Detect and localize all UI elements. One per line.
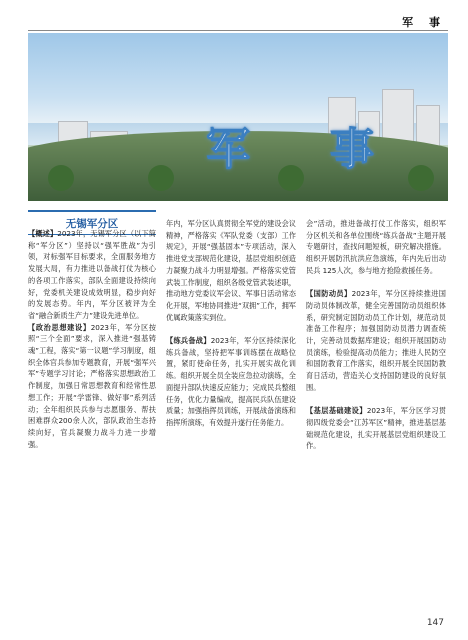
paragraph-heading: 【基层基础建设】 xyxy=(306,406,367,416)
paragraph-heading: 【练兵备战】 xyxy=(166,336,211,346)
paragraph-body: 2023年，无锡军分区（以下简称“军分区”）坚持以“强军胜战”为引领，对标强军目标要求，全面服务地方发展大局，有力推进以备战打仗为核心的各项工作落实，部队全面建设持续向好，党委机关建设成效明显，稳步向好的发展态势。年内，军分区被评为全省“融合新质生产力”建设先进单位。 xyxy=(28,229,156,320)
paragraph xyxy=(166,218,296,323)
text-column-2 xyxy=(166,218,296,429)
banner-tree xyxy=(408,165,434,191)
paragraph-heading: 【概述】 xyxy=(28,229,58,238)
paragraph-body: 2023年，军分区持续深化练兵备战，坚持把军事训练摆在战略位置，紧盯使命任务，扎实开展实战化训练。组织开展全员全装应急拉动演练，全面提升部队快速反应能力；完成民兵整组任务，优化力量编成，提高民兵队伍建设质量；加强指挥员训练，开展战备演练和指挥所演练，有效提升遂行任务能力。 xyxy=(166,336,296,427)
section-banner-photo xyxy=(28,33,448,201)
text-column-3 xyxy=(306,218,446,452)
paragraph-heading: 【政治思想建设】 xyxy=(28,322,91,332)
paragraph xyxy=(28,228,156,322)
paragraph-body: 2023年，军分区学习贯彻四级党委会“江苏军区”精神，推进基层基础规范化建设，扎实开展基层党组织建设工作。 xyxy=(306,406,446,451)
banner-tree xyxy=(48,165,74,191)
paragraph-body: 年内，军分区认真贯彻全军党的建设会议精神，严格落实《军队党委（支部）工作规定》，开展“强基固本”专项活动，深入推进党支部规范化建设，基层党组织创造力凝聚力战斗力明显增强。严格落实党管武装工作制度，组织各级党管武装述职，推动地方党委议军会议、军事日活动常态化开展，军地协同推进“双拥”工作，拥军优属政策落实到位。 xyxy=(166,219,296,322)
paragraph xyxy=(306,288,446,393)
paragraph-body: 2023年，军分区按照“三个全面”要求，深入推进“强基铸魂”工程，落实“第一议题”学习制度，组织全体官兵参加专题教育，开展“强军兴军”专题学习讨论；严格落实思想政治工作制度，加强日常思想教育和经常性思想工作；开展“学雷锋、做好事”系列活动；全年组织民兵参与志愿服务、帮扶困难群众200余人次，部队政治生态持续向好，官兵凝聚力战斗力进一步增强。 xyxy=(28,322,156,449)
running-header: 军 事 xyxy=(402,16,446,29)
paragraph xyxy=(306,405,446,452)
text-column-1 xyxy=(28,228,156,450)
banner-title: 军 事 xyxy=(206,124,392,175)
page-number: 147 xyxy=(426,618,444,628)
paragraph xyxy=(306,218,446,277)
section-title: 无锡军分区 xyxy=(65,218,119,230)
paragraph-body: 会”活动，推进备战打仗工作落实，组织军分区机关和各单位围绕“练兵备战”主题开展专题研讨，查找问题短板，研究解决措施。组织开展防汛抗洪应急演练，年内先后出动民兵 125人次，参与地方抢险救援任务。 xyxy=(306,219,446,275)
banner-tree xyxy=(148,165,174,191)
paragraph-body: 2023年，军分区持续推进国防动员体制改革，健全完善国防动员组织体系，研究制定国防动员工作计划，规范动员准备工作程序；加强国防动员潜力调查统计，完善动员数据库建设；组织开展国防动员演练，检验提高动员能力；推进人民防空和国防教育工作落实，组织开展全民国防教育日活动，营造关心支持国防建设的良好氛围。 xyxy=(306,289,446,392)
paragraph xyxy=(28,322,156,451)
paragraph xyxy=(166,335,296,429)
header-rule xyxy=(28,30,448,31)
paragraph-heading: 【国防动员】 xyxy=(306,289,352,299)
